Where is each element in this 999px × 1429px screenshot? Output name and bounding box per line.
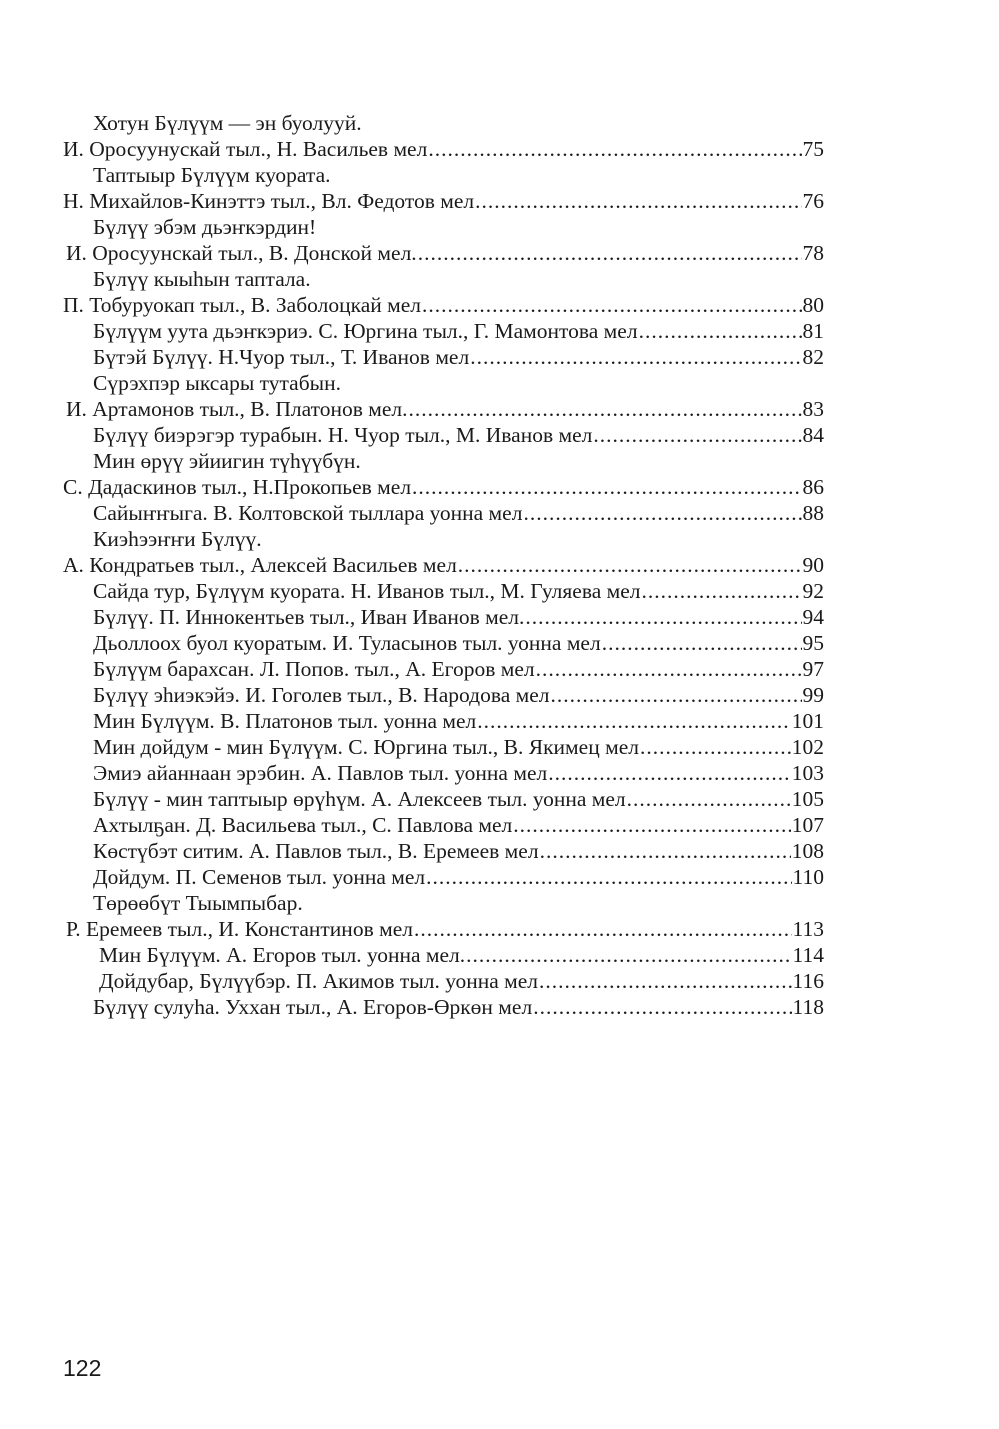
toc-page: 90 — [802, 553, 824, 577]
leader-dots — [409, 396, 802, 422]
toc-text: Мин өрүү эйиигин түһүүбүн. — [93, 449, 361, 473]
toc-text: Бүлүүм барахсан. Л. Попов. тыл., А. Егоров мел — [93, 657, 535, 681]
toc-page: 78 — [802, 241, 824, 265]
toc-page: 101 — [791, 709, 824, 733]
toc-line — [93, 448, 793, 474]
leader-dots — [422, 292, 801, 318]
toc-entry — [99, 942, 824, 968]
leader-dots — [539, 968, 792, 994]
toc-text: Мин Бүлүүм. В. Платонов тыл. уонна мел — [93, 709, 477, 733]
toc-page: 76 — [802, 189, 824, 213]
toc-text: Киэһээҥҥи Бүлүү. — [93, 527, 262, 551]
leader-dots — [640, 734, 791, 760]
toc-text: Көстүбэт ситим. А. Павлов тыл., В. Еремеев мел — [93, 839, 539, 863]
toc-text: Бүлүү эбэм дьэҥкэрдин! — [93, 215, 317, 239]
toc-entry — [63, 188, 824, 214]
toc-text: И. Оросуунускай тыл., Н. Васильев мел — [63, 137, 428, 161]
toc-entry — [63, 474, 824, 500]
toc-entry — [93, 812, 824, 838]
leader-dots — [426, 864, 791, 890]
toc-page: 94 — [802, 605, 824, 629]
toc-text: Сайыҥҥыга. В. Колтовской тыллара уонна мел — [93, 501, 523, 525]
toc-text: Бүлүү. П. Иннокентьев тыл., Иван Иванов мел. — [93, 605, 525, 629]
leader-dots — [642, 578, 802, 604]
toc-text: Мин дойдум - мин Бүлүүм. С. Юргина тыл., В. Якимец мел — [93, 735, 639, 759]
toc-page: 75 — [802, 137, 824, 161]
toc-text: Таптыыр Бүлүүм куората. — [93, 163, 331, 187]
toc-text: Бүлүү эһиэкэйэ. И. Гоголев тыл., В. Народова мел — [93, 683, 550, 707]
toc-text: Эмиэ айаннаан эрэбин. А. Павлов тыл. уонна мел — [93, 761, 548, 785]
toc-text: Ахтылҕан. Д. Васильева тыл., С. Павлова мел — [93, 813, 513, 837]
toc-entry — [93, 630, 824, 656]
leader-dots — [593, 422, 801, 448]
toc-entry — [93, 604, 824, 630]
leader-dots — [466, 942, 791, 968]
toc-text: Сүрэхпэр ыксары тутабын. — [93, 371, 341, 395]
toc-page: 114 — [792, 943, 824, 967]
toc-page: 83 — [802, 397, 824, 421]
toc-text: Дойдум. П. Семенов тыл. уонна мел — [93, 865, 426, 889]
toc-entry — [93, 786, 824, 812]
toc-line — [93, 110, 793, 136]
toc-page: 92 — [802, 579, 824, 603]
toc-entry — [93, 864, 824, 890]
toc-entry — [93, 760, 824, 786]
toc-entry — [66, 916, 824, 942]
toc-line — [93, 526, 793, 552]
toc-page: 116 — [792, 969, 824, 993]
toc-page: 82 — [802, 345, 824, 369]
toc-page: 102 — [791, 735, 824, 759]
toc-entry — [63, 136, 824, 162]
leader-dots — [414, 916, 792, 942]
toc-page: 108 — [791, 839, 824, 863]
leader-dots — [458, 552, 802, 578]
toc-text: Бүлүү кыыһын таптала. — [93, 267, 311, 291]
leader-dots — [477, 708, 790, 734]
toc-entry — [63, 552, 824, 578]
toc-page: 84 — [802, 423, 824, 447]
toc-line — [93, 890, 793, 916]
toc-text: Төрөөбүт Тыымпыбар. — [93, 891, 303, 915]
leader-dots — [525, 604, 801, 630]
leader-dots — [536, 656, 802, 682]
leader-dots — [513, 812, 790, 838]
toc-page: 86 — [802, 475, 824, 499]
leader-dots — [428, 136, 801, 162]
toc-page: 110 — [792, 865, 824, 889]
leader-dots — [548, 760, 791, 786]
toc-entry — [93, 344, 824, 370]
toc-text: Дьоллоох буол куоратым. И. Туласынов тыл. уонна мел — [93, 631, 601, 655]
toc-text: Бүтэй Бүлүү. Н.Чуор тыл., Т. Иванов мел — [93, 345, 470, 369]
toc-text: Н. Михайлов-Кинэттэ тыл., Вл. Федотов мел — [63, 189, 475, 213]
toc-entry — [93, 994, 824, 1020]
leader-dots — [551, 682, 802, 708]
toc-text: И. Артамонов тыл., В. Платонов мел. — [66, 397, 408, 421]
toc-page: 80 — [802, 293, 824, 317]
toc-page: 97 — [802, 657, 824, 681]
toc-entry — [93, 656, 824, 682]
leader-dots — [533, 994, 791, 1020]
leader-dots — [470, 344, 801, 370]
toc-text: А. Кондратьев тыл., Алексей Васильев мел — [63, 553, 457, 577]
toc-entry — [93, 838, 824, 864]
toc-entry — [66, 240, 824, 266]
toc-entry — [93, 708, 824, 734]
toc-line — [93, 162, 793, 188]
toc-line — [93, 266, 793, 292]
toc-entry — [93, 734, 824, 760]
leader-dots — [540, 838, 791, 864]
leader-dots — [602, 630, 802, 656]
leader-dots — [418, 240, 802, 266]
toc-text: И. Оросуунскай тыл., В. Донской мел. — [66, 241, 417, 265]
toc-entry — [93, 422, 824, 448]
toc-text: Мин Бүлүүм. А. Егоров тыл. уонна мел. — [99, 943, 466, 967]
toc-text: Бүлүү биэрэгэр турабын. Н. Чуор тыл., М. Иванов мел — [93, 423, 593, 447]
toc-page: 118 — [792, 995, 824, 1019]
toc-page: 88 — [802, 501, 824, 525]
leader-dots — [639, 318, 802, 344]
toc-text: Сайда тур, Бүлүүм куората. Н. Иванов тыл., М. Гуляева мел — [93, 579, 641, 603]
toc-text: П. Тобуруокап тыл., В. Заболоцкай мел — [63, 293, 422, 317]
toc-entry — [93, 500, 824, 526]
page-number: 122 — [63, 1355, 102, 1381]
toc-line — [93, 370, 793, 396]
toc-text: Хотун Бүлүүм — эн буолууй. — [93, 111, 362, 135]
toc-entry — [66, 396, 824, 422]
toc-page: 81 — [802, 319, 824, 343]
leader-dots — [523, 500, 801, 526]
toc-entry — [93, 318, 824, 344]
toc-entry — [93, 578, 824, 604]
toc-text: Дойдубар, Бүлүүбэр. П. Акимов тыл. уонна мел — [99, 969, 539, 993]
toc-text: Бүлүү сулуһа. Уххан тыл., А. Егоров-Өркөн мел — [93, 995, 533, 1019]
toc-entry — [63, 292, 824, 318]
leader-dots — [475, 188, 801, 214]
toc-entry — [99, 968, 824, 994]
toc-entry — [93, 682, 824, 708]
toc-text: Р. Еремеев тыл., И. Константинов мел — [66, 917, 413, 941]
toc-page: 103 — [791, 761, 824, 785]
toc-line — [93, 214, 793, 240]
toc-page: 95 — [802, 631, 824, 655]
toc-text: Бүлүүм уута дьэҥкэриэ. С. Юргина тыл., Г. Мамонтова мел — [93, 319, 638, 343]
toc-page: 107 — [791, 813, 824, 837]
leader-dots — [412, 474, 801, 500]
toc-page: 113 — [792, 917, 824, 941]
toc-text: С. Дадаскинов тыл., Н.Прокопьев мел — [63, 475, 412, 499]
toc-text: Бүлүү - мин таптыыр өрүһүм. А. Алексеев тыл. уонна мел — [93, 787, 626, 811]
leader-dots — [627, 786, 791, 812]
toc-page: 99 — [802, 683, 824, 707]
toc-page: 105 — [791, 787, 824, 811]
